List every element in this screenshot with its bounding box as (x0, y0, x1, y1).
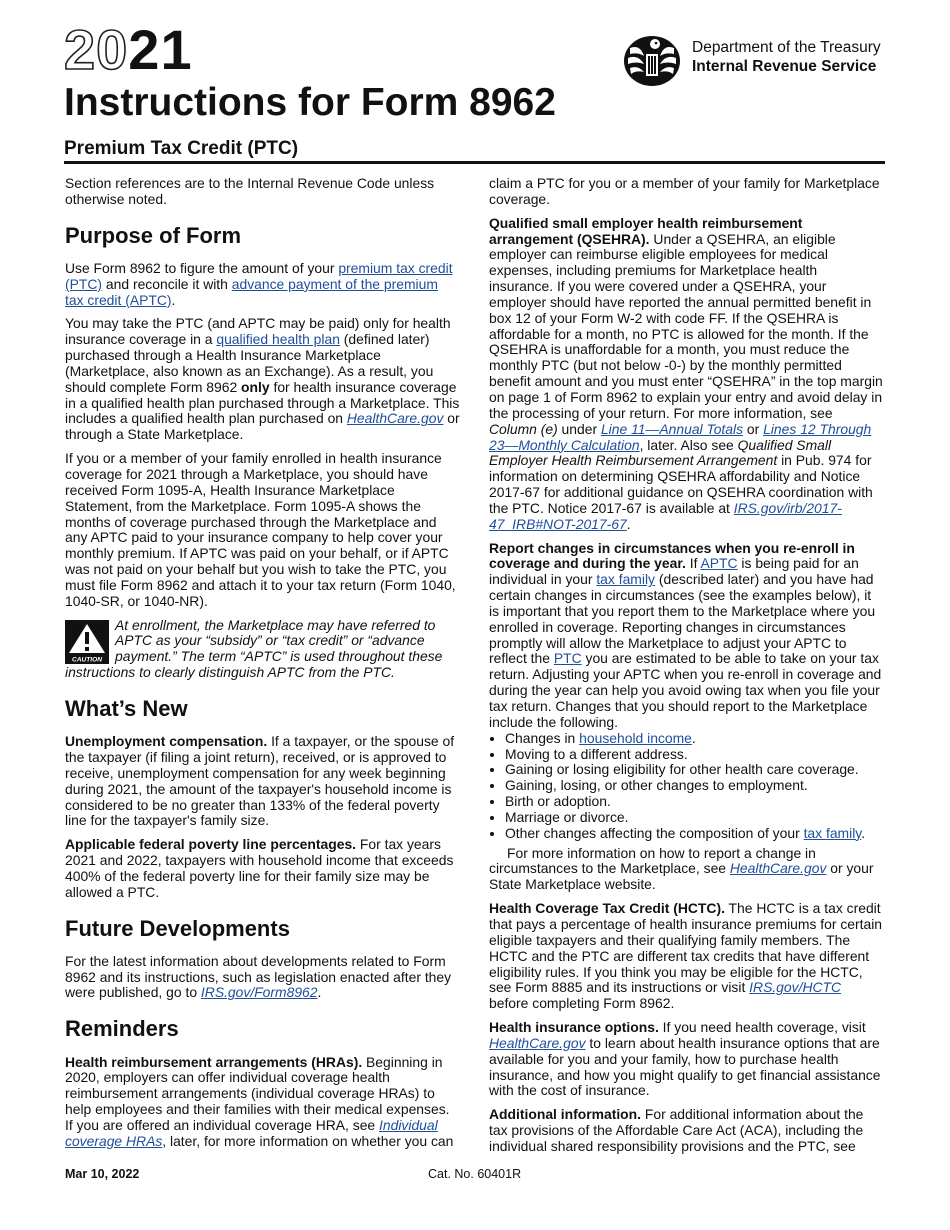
run-in-heading: Unemployment compensation. (65, 733, 268, 750)
qsehra-paragraph (489, 216, 884, 533)
link-healthcare-gov-2[interactable]: HealthCare.gov (729, 860, 827, 877)
caution-label: CAUTION (71, 656, 103, 664)
agency-block (622, 34, 881, 88)
emphasis-only: only (241, 378, 270, 395)
right-column (489, 176, 884, 1163)
text: . (691, 729, 696, 746)
continued-paragraph: claim a PTC for you or a member of your family for Marketplace coverage. (489, 175, 880, 207)
link-household-income[interactable]: household income (579, 729, 692, 746)
link-ptc[interactable]: PTC (553, 650, 582, 667)
run-in-heading: Health insurance options. (489, 1019, 659, 1036)
link-advance-payment[interactable]: advance payment of the premium tax credit (APTC) (65, 275, 438, 308)
agency-department: Department of the Treasury (692, 39, 881, 56)
link-healthcare-gov[interactable]: HealthCare.gov (346, 410, 444, 427)
footer-date: Mar 10, 2022 (65, 1167, 140, 1181)
purpose-paragraph-2 (65, 316, 460, 443)
text: For additional information about the tax provisions of the Affordable Care Act (ACA), including the individual shared responsibility provisions and the PTC, see (489, 1106, 864, 1154)
text: For more information on how to report a change in circumstances to the Marketplace, see (489, 844, 816, 877)
text: in Pub. 974 for information on determining QSEHRA affordability and Notice 2017-67 for additional guidance on QSEHRA coordination with the PTC. Notice 2017-67 is available at (489, 452, 873, 516)
link-line-11[interactable]: Line 11—Annual Totals (600, 420, 744, 437)
year-solid: 21 (128, 18, 193, 81)
form-year (64, 18, 193, 81)
list-item (505, 826, 884, 842)
link-irs-hctc[interactable]: IRS.gov/HCTC (749, 979, 842, 996)
text: (defined later) purchased through a Health Insurance Marketplace (Marketplace, also known as an Exchange). As a result, you should complete Form 8962 (65, 331, 434, 395)
list-item: • Gaining or losing eligibility for other health care coverage. (505, 762, 884, 778)
text: or your State Marketplace website. (489, 860, 874, 893)
left-column (65, 176, 460, 1158)
text: is being paid for an individual in your (489, 555, 859, 588)
link-qualified-health-plan[interactable]: qualified health plan (216, 331, 340, 348)
text: Other changes affecting the composition of your (505, 824, 804, 841)
text: For tax years 2021 and 2022, taxpayers with household income that exceeds 400% of the federal poverty line for their family size may be allowed a PTC. (65, 836, 454, 900)
page-title: Instructions for Form 8962 (64, 81, 556, 124)
text: before completing Form 8962. (489, 995, 675, 1012)
intro-paragraph: Section references are to the Internal Revenue Code unless otherwise noted. (65, 175, 435, 207)
link-tax-family-2[interactable]: tax family (803, 824, 862, 841)
ref-qsehra-pub: Qualified Small Employer Health Reimbursement Arrangement (489, 436, 832, 469)
report-changes-paragraph (489, 541, 884, 731)
caution-text: At enrollment, the Marketplace may have referred to APTC as your “subsidy” or “tax credit” or “advance payment.” The term “APTC” is used throughout these instructions to clearly distinguish APTC from the PTC. (65, 616, 443, 681)
text: under (557, 420, 601, 437)
link-notice-2017-67[interactable]: IRS.gov/irb/2017-47_IRB#NOT-2017-67 (489, 499, 842, 532)
header-rule (64, 161, 885, 164)
text: , later. Also see (639, 436, 738, 453)
irs-eagle-logo-icon (622, 34, 686, 88)
link-healthcare-gov-3[interactable]: HealthCare.gov (489, 1034, 586, 1051)
text: (described later) and you have had certain changes in circumstances (see the examples below), it is important that you report them to the Marketplace where you enrolled in coverage. Reporting changes in circumstances promptly will allow the Marketplace to adjust your APTC to reflect the (489, 571, 876, 667)
text: The HCTC is a tax credit that pays a percentage of health insurance premiums for certain eligible taxpayers and their qualifying family members. The HCTC and the PTC are different tax credits that have different eligibility rules. If you think you may be eligible for the HCTC, see Form 8885 and its instructions or visit (489, 900, 883, 996)
link-tax-family[interactable]: tax family (596, 571, 655, 588)
footer-catalog-number: Cat. No. 60401R (428, 1167, 522, 1181)
text: to learn about health insurance options that are available for you and your family, how to purchase health insurance, and how you might qualify to get financial assistance with the cost of insurance. (489, 1034, 881, 1099)
heading-purpose-of-form: Purpose of Form (65, 222, 242, 248)
caution-icon (65, 620, 109, 664)
link-lines-12-23[interactable]: Lines 12 Through 23—Monthly Calculation (489, 420, 872, 453)
purpose-paragraph-1 (65, 261, 460, 309)
list-item (505, 731, 884, 747)
additional-info-paragraph (489, 1107, 884, 1155)
purpose-paragraph-3: If you or a member of your family enrolled in health insurance coverage for 2021 through a Marketplace, you should have received Form 1095-A, Health Insurance Marketplace Statement, from the Marketplace. Form 1095-A shows the months of coverage purchased through the Marketplace and any APTC paid to your insurance company to help cover your monthly premium. If APTC was paid on your behalf, or if APTC was not paid on your behalf but you wish to take the PTC, you must file Form 8962 and attach it to your tax return (Form 1040, 1040-SR, or 1040-NR). (65, 450, 456, 609)
text: If (685, 555, 701, 572)
agency-irs: Internal Revenue Service (692, 58, 877, 75)
run-in-heading: Additional information. (489, 1106, 642, 1123)
ref-column-e: Column (e) (489, 420, 558, 437)
text: . (861, 824, 866, 841)
text: Beginning in 2020, employers can offer individual coverage health reimbursement arrangements (individual coverage HRAs) to help employees and their families with their medical expenses. If you are offered an individual coverage HRA, see (65, 1053, 450, 1133)
heading-whats-new: What’s New (65, 695, 188, 721)
list-item: • Gaining, losing, or other changes to employment. (505, 778, 884, 794)
hctc-paragraph (489, 901, 884, 1012)
link-irs-form8962[interactable]: IRS.gov/Form8962 (200, 984, 318, 1001)
page-subtitle: Premium Tax Credit (PTC) (64, 138, 299, 159)
caution-note (65, 618, 460, 681)
heading-future-developments: Future Developments (65, 915, 290, 941)
link-premium-tax-credit[interactable]: premium tax credit (PTC) (65, 259, 453, 292)
changes-list (489, 731, 884, 842)
run-in-heading: Health reimbursement arrangements (HRAs). (65, 1053, 363, 1070)
poverty-line-paragraph (65, 837, 460, 900)
link-individual-coverage-hras[interactable]: Individual coverage HRAs (65, 1116, 438, 1149)
run-in-heading: Applicable federal poverty line percentages. (65, 836, 357, 853)
text: . (317, 984, 322, 1001)
run-in-heading: Health Coverage Tax Credit (HCTC). (489, 900, 725, 917)
future-paragraph (65, 954, 460, 1002)
text: If a taxpayer, or the spouse of the taxpayer (if filing a joint return), received, or is approved to receive, unemployment compensation for any week beginning during 2021, the amount of the taxpayer's household income is considered to be no greater than 133% of the federal poverty line for the taxpayer's family size. (65, 733, 455, 829)
text: and reconcile it with (102, 275, 232, 292)
run-in-heading: Report changes in circumstances when you re-enroll in coverage and during the year. (489, 539, 855, 572)
text: you are estimated to be able to take on your tax return. Adjusting your APTC when you re-enroll in coverage and during the year can help you avoid owing tax when you file your tax return. Changes that you should report to the Marketplace include the following. (489, 650, 882, 730)
text: , later, for more information on whether you can (162, 1132, 454, 1149)
health-options-paragraph (489, 1020, 884, 1099)
text: for health insurance coverage in a qualified health plan purchased through a Marketplace. This includes a qualified health plan purchased on (65, 378, 460, 427)
text: For the latest information about developments related to Form 8962 and its instructions, such as legislation enacted after they were published, go to (65, 952, 452, 1001)
text: Changes in (505, 729, 580, 746)
unemployment-paragraph (65, 734, 460, 829)
text: You may take the PTC (and APTC may be paid) only for health insurance coverage in a (65, 315, 451, 348)
text: or through a State Marketplace. (65, 410, 460, 443)
year-outline: 20 (64, 18, 129, 81)
text: If you need health coverage, visit (658, 1019, 866, 1036)
text: or (743, 420, 764, 437)
text: Under a QSEHRA, an eligible employer can reimburse eligible employees for medical expenses, including premiums for Marketplace health insurance. If you were covered under a QSEHRA, your employer should have reported the annual permitted benefit in box 12 of your Form W-2 with code FF. If the QSEHRA is affordable for a month, no PTC is allowed for the month. If the QSEHRA is unaffordable for a month, you must reduce the monthly PTC (but not below -0-) by the monthly permitted benefit amount and you must enter “QSEHRA” in the top margin on page 1 of Form 8962 to explain your entry and avoid delay in the processing of your return. For more information, see (489, 230, 883, 421)
list-item: • Moving to a different address. (505, 747, 884, 763)
link-aptc[interactable]: APTC (700, 555, 738, 572)
hra-paragraph (65, 1055, 460, 1150)
run-in-heading: Qualified small employer health reimbursement arrangement (QSEHRA). (489, 214, 803, 247)
text: . (626, 515, 631, 532)
list-item: • Marriage or divorce. (505, 810, 884, 826)
text: Use Form 8962 to figure the amount of your (65, 259, 339, 276)
list-item: • Birth or adoption. (505, 794, 884, 810)
text: . (171, 291, 176, 308)
heading-reminders: Reminders (65, 1016, 179, 1042)
report-change-more-info (489, 846, 884, 894)
